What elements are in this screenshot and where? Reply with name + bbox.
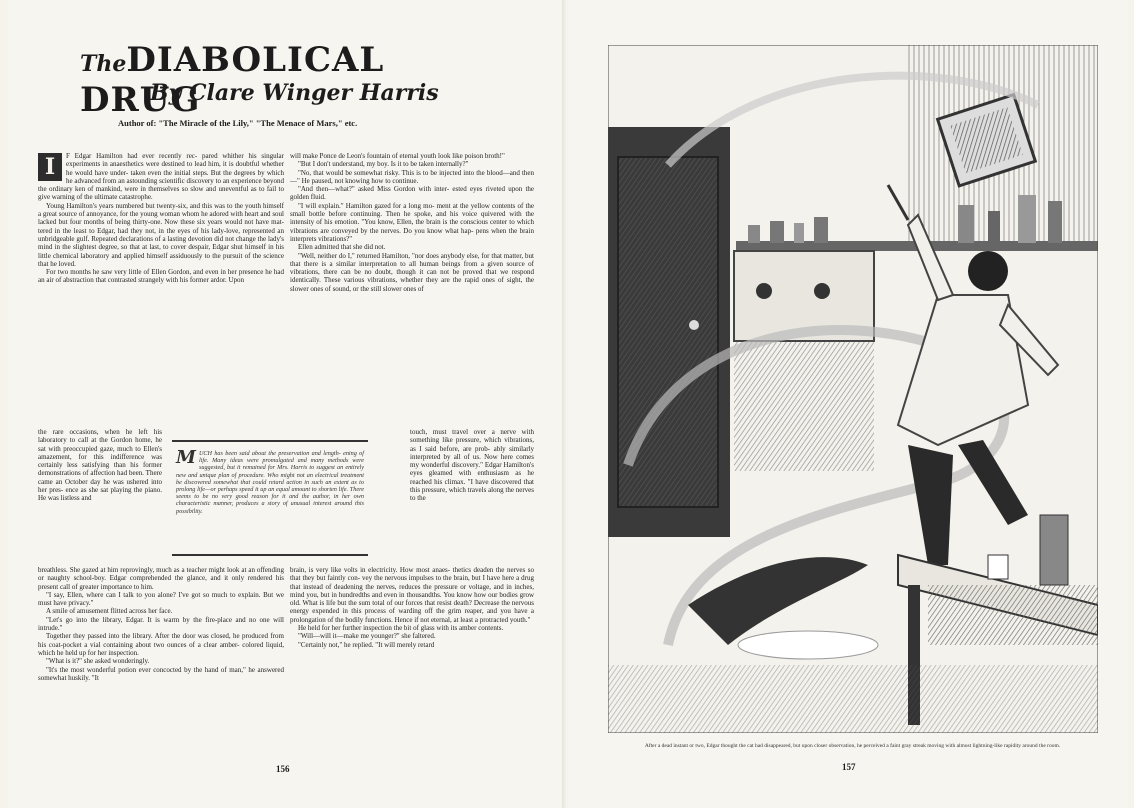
column-2-top xyxy=(290,152,534,428)
paragraph: For two months he saw very little of Ellen Gordon, and even in her presence he had an air of abstraction that contrasted strangely with his former ardor. Upon xyxy=(38,268,284,285)
scientist-illustration xyxy=(608,45,1098,733)
pull-quote-body: UCH has been said about the preservation and length- ening of life. Many ideas were promulgated and many methods were suggested, but it remained for Mrs. Harris to suggest an entirely new and unique plan of procedure. Who might not an electrical treatment be discovered somewhat that could retard action in such an extent as to prolong life—or perhaps speed it up an equal amount to shorten life. There seems to be no very good reason for it and the author, in her own characteristic manner, produces a story of unusual interest around this possibility. xyxy=(176,450,364,515)
byline: By Clare Winger Harris xyxy=(150,80,439,106)
column-1-top xyxy=(38,152,284,428)
spilled-puddle xyxy=(738,631,878,659)
paragraph: Together they passed into the library. After the door was closed, he produced from his coat-pocket a vial containing about two ounces of a clear amber- colored liquid, which he held up for her inspection. xyxy=(38,632,284,657)
paragraph: F Edgar Hamilton had ever recently rec- pared whither his singular experiments in anaesthetics were destined to lead him, it is doubtful whether he would have under- taken even the initial steps. But the degrees by which he advanced from an astounding scientific discovery to an experience beyond the ordinary ken of mankind, were in themselves so slow and uneventful as to fail to give warning of the ultimate catastrophe. xyxy=(38,152,284,202)
title-prefix: The xyxy=(80,51,127,77)
column-2-narrow xyxy=(410,428,534,566)
bottle xyxy=(958,205,974,243)
title-main: DIABOLICAL DRUG xyxy=(80,40,385,120)
paragraph: "But I don't understand, my boy. Is it to be taken internally?" xyxy=(298,160,469,169)
paragraph: brain, is very like volts in electricity. How most anaes- thetics deaden the nerves so that they but faintly con- vey the nervous impulses to the brain, but I have here a drug that instead of deadening the nerves, reduces the pressure or voltage, and in inches, mind you, but in hundredths and even in thousandths. You know how our bodies grow old. What is life but the sum total of our forces that resist death? Decrease the nervous energy expended in this process of warding off the grim reaper, and you have a prolongation of the bodily functions. Hence if not eternal, at least a protracted youth." xyxy=(290,566,534,624)
paragraph: "It's the most wonderful potion ever concocted by the hand of man," he answered somewhat huskily. "It xyxy=(38,665,284,682)
paragraph: "Will—will it—make me younger?" she faltered. xyxy=(298,632,436,641)
paragraph: "No, that would be somewhat risky. This is to be injected into the blood—and then—" He paused, not knowing how to continue. xyxy=(290,168,534,185)
column-1-bottom xyxy=(38,566,284,748)
bottle xyxy=(1018,195,1036,243)
door-knob xyxy=(689,320,699,330)
stove-base xyxy=(734,341,874,471)
paragraph: He held for her further inspection the bit of glass with its amber contents. xyxy=(298,624,504,633)
paragraph: breathless. She gazed at him reprovingly, much as a teacher might look at an offending or naughty school-boy. Edgar comprehended the glance, and it only rendered his present call of greater importance to him. xyxy=(38,566,284,591)
floor-shading xyxy=(608,665,1098,733)
stove-knob xyxy=(814,283,830,299)
illustration-caption: After a dead instant or two, Edgar thought the cat had disappeared, but upon closer observation, he perceived a faint gray streak moving with almost lightning-like rapidity around the room. xyxy=(644,743,1061,749)
beaker xyxy=(988,555,1008,579)
column-2-bottom xyxy=(290,566,534,748)
pull-quote-box xyxy=(172,440,368,556)
beaker xyxy=(1040,515,1068,585)
paragraph: the rare occasions, when he left his laboratory to call at the Gordon home, he sat with preoccupied gaze, much to Ellen's amazement, for this indifference was certainly less satisfying than his former demonstrations of affection had been. There came an October day he was ushered into her pres- ence as she sat playing the piano. He was listless and xyxy=(38,428,162,503)
left-page-number: 156 xyxy=(276,764,290,774)
paragraph: will make Ponce de Leon's fountain of eternal youth look like poison broth!" xyxy=(290,152,505,160)
paragraph: A smile of amusement flitted across her face. xyxy=(46,607,173,616)
right-page-number: 157 xyxy=(842,762,856,772)
table-apron xyxy=(928,585,1098,645)
paragraph: "Certainly not," he replied. "It will merely retard xyxy=(298,640,435,649)
paragraph: "Let's go into the library, Edgar. It is warm by the fire-place and no one will intrude." xyxy=(38,615,284,633)
pull-quote-text xyxy=(176,447,364,515)
paragraph: Young Hamilton's years numbered but twenty-six, and this was to the youth himself a great source of annoyance, for the young woman whom he adored with heart and soul lacked but four months of being thirty-one. Now these six years would not have mat- tered in the least to Edgar, had they not, in the eyes of his lady-love, represented an unbridgeable gulf. Repeated declarations of a lasting devotion did not change the lady's mind in the slightest degree, so that at last, to cover despair, Edgar shut himself in his little chemical laboratory and applied himself assiduously to the pursuit of the science that he loved. xyxy=(38,201,284,268)
paragraph: Ellen admitted that she did not. xyxy=(298,243,386,252)
stove-knob xyxy=(756,283,772,299)
column-1-narrow xyxy=(38,428,162,566)
pull-quote-drop-cap: M xyxy=(176,447,196,468)
bottle xyxy=(814,217,828,243)
paragraph: "Well, neither do I," returned Hamilton, "nor does anybody else, for that matter, but that there is a similar interpretation to all human beings from a given source of vibrations, there can be no doubt, though it can not be proved that we respond identically. These various vibrations, whether they are the rapid ones of sight, the slower ones of sound, or the still slower ones of xyxy=(290,251,534,293)
bottle xyxy=(770,221,784,243)
paragraph: "And then—what?" asked Miss Gordon with inter- ested eyes riveted upon the golden fluid. xyxy=(290,185,534,202)
paragraph: touch, must travel over a nerve with something like pressure, which vibrations, as I said before, are prob- ably similarly interpreted by all of us. Now here comes my wonderful discovery." Edgar Hamilton's eyes gleamed with enthusiasm as he reached his climax. "I have discovered that this pressure, which travels along the nerves to the xyxy=(410,428,534,503)
bottle xyxy=(748,225,760,243)
bottle xyxy=(794,223,804,243)
paragraph: "What is it?" she asked wonderingly. xyxy=(46,657,150,666)
paragraph: "I say, Ellen, where can I talk to you alone? I've got so much to explain. But we must have privacy." xyxy=(38,590,284,608)
drop-cap: I xyxy=(38,153,62,181)
paragraph: "I will explain." Hamilton gazed for a long mo- ment at the yellow contents of the small bottle before continuing. Then he spoke, and his voice quivered with the intensity of his emotion. "You know, Ellen, the brain is the conscious center to which vibrations are conveyed by the nerves. Do you know what hap- pens when the brain interprets vibrations?" xyxy=(290,201,534,243)
bottle xyxy=(1048,201,1062,243)
author-credits: Author of: "The Miracle of the Lily," "The Menace of Mars," etc. xyxy=(118,118,358,128)
bottle xyxy=(988,211,1000,243)
